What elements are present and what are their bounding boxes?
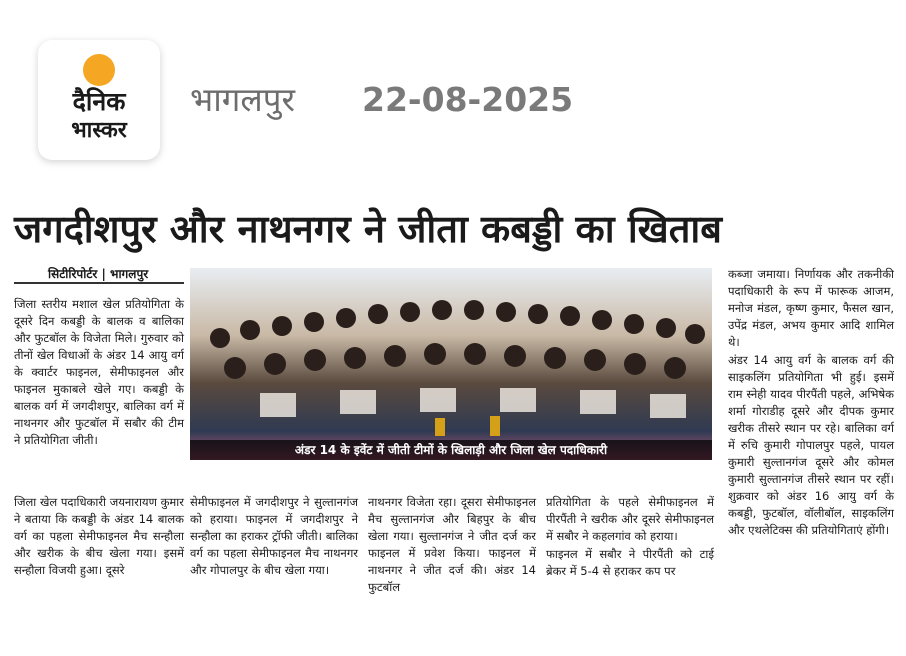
edition-city: भागलपुर xyxy=(190,80,295,119)
headline: जगदीशपुर और नाथनगर ने जीता कबड्डी का खिताब xyxy=(14,207,722,251)
article-paragraph: अंडर 14 आयु वर्ग के बालक वर्ग की साइकलिंग प्रतियोगिता भी हुई। इसमें राम स्नेही यादव पीरपैंती पहले, अभिषेक शर्मा गोराडीह दूसरे और दीपक कुमार खरीक तीसरे स्थान पर रहे। बालिका वर्ग में रुचि कुमारी गोपालपुर पहले, पायल कुमारी सुल्तानगंज दूसरे और कोमल कुमारी सुल्तानगंज तीसरे स्थान पर रहीं। शुक्रवार को अंडर 16 आयु वर्ग के कबड्डी, फुटबॉल, वॉलीबॉल, साइकलिंग और एथलेटिक्स की प्रतियोगिताएं होंगी। xyxy=(728,353,894,537)
sun-icon xyxy=(83,54,115,86)
article-paragraph: फाइनल में सबौर ने पीरपैंती को टाई ब्रेकर में 5-4 से हराकर कप पर xyxy=(546,547,714,578)
article-paragraph: जिला स्तरीय मशाल खेल प्रतियोगिता के दूसरे दिन कबड्डी के बालक व बालिका और फुटबॉल के विजेता मिले। गुरुवार को तीनों खेल विधाओं के अंडर 14 आयु वर्ग के क्वार्टर फाइनल, सेमीफाइनल और फाइनल मुकाबले खेले गए। कबड्डी के बालक वर्ग में जगदीशपुर, बालिका वर्ग में नाथनगर और फुटबॉल में सबौर की टीम ने प्रतियोगिता जीती। xyxy=(14,297,184,447)
article-column-5 xyxy=(728,266,894,540)
article-column-4 xyxy=(546,494,714,581)
byline-divider xyxy=(14,282,184,284)
article-paragraph: नाथनगर विजेता रहा। दूसरा सेमीफाइनल मैच सुल्तानगंज और बिहपुर के बीच खेला गया। सुल्तानगंज ने जीत दर्ज कर फाइनल में प्रवेश किया। फाइनल में नाथनगर ने जीत दर्ज की। अंडर 14 फुटबॉल xyxy=(368,495,536,594)
dainik-bhaskar-logo xyxy=(38,40,160,160)
team-group-photo xyxy=(190,268,712,460)
article-column-3 xyxy=(368,494,536,597)
article-paragraph: सेमीफाइनल में जगदीशपुर ने सुल्तानगंज को हराया। फाइनल में जगदीशपुर ने सन्हौला का हराकर ट्रॉफी जीती। बालिका वर्ग का पहला सेमीफाइनल मैच नाथनगर और गोपालपुर के बीच खेला गया। xyxy=(190,495,358,577)
article-paragraph: प्रतियोगिता के पहले सेमीफाइनल में पीरपैंती ने खरीक और दूसरे सेमीफाइनल में सबौर ने कहलगांव को हराया। xyxy=(546,495,714,543)
crowd-illustration xyxy=(190,268,712,460)
logo-text-line1: दैनिक xyxy=(72,87,126,116)
logo-text-line2: भास्कर xyxy=(71,118,127,143)
byline: सिटीरिपोर्टर | भागलपुर xyxy=(48,267,149,281)
edition-date: 22-08-2025 xyxy=(362,80,574,119)
article-paragraph: कब्जा जमाया। निर्णायक और तकनीकी पदाधिकारी के रूप में फारूक आजम, मनोज मंडल, कृष्ण कुमार, फैसल खान, उपेंद्र मंडल, अभय कुमार आदि शामिल थे। xyxy=(728,267,894,349)
article-paragraph: जिला खेल पदाधिकारी जयनारायण कुमार ने बताया कि कबड्डी के अंडर 14 बालक वर्ग का पहला सेमीफाइनल मैच सन्हौला और खरीक के बीच खेला गया। इसमें सन्हौला विजयी हुआ। दूसरे xyxy=(14,495,184,577)
photo-caption: अंडर 14 के इवेंट में जीती टीमों के खिलाड़ी और जिला खेल पदाधिकारी xyxy=(190,440,712,460)
article-column-2 xyxy=(190,494,358,580)
article-column-1-bottom xyxy=(14,494,184,580)
article-column-1-top xyxy=(14,296,184,450)
